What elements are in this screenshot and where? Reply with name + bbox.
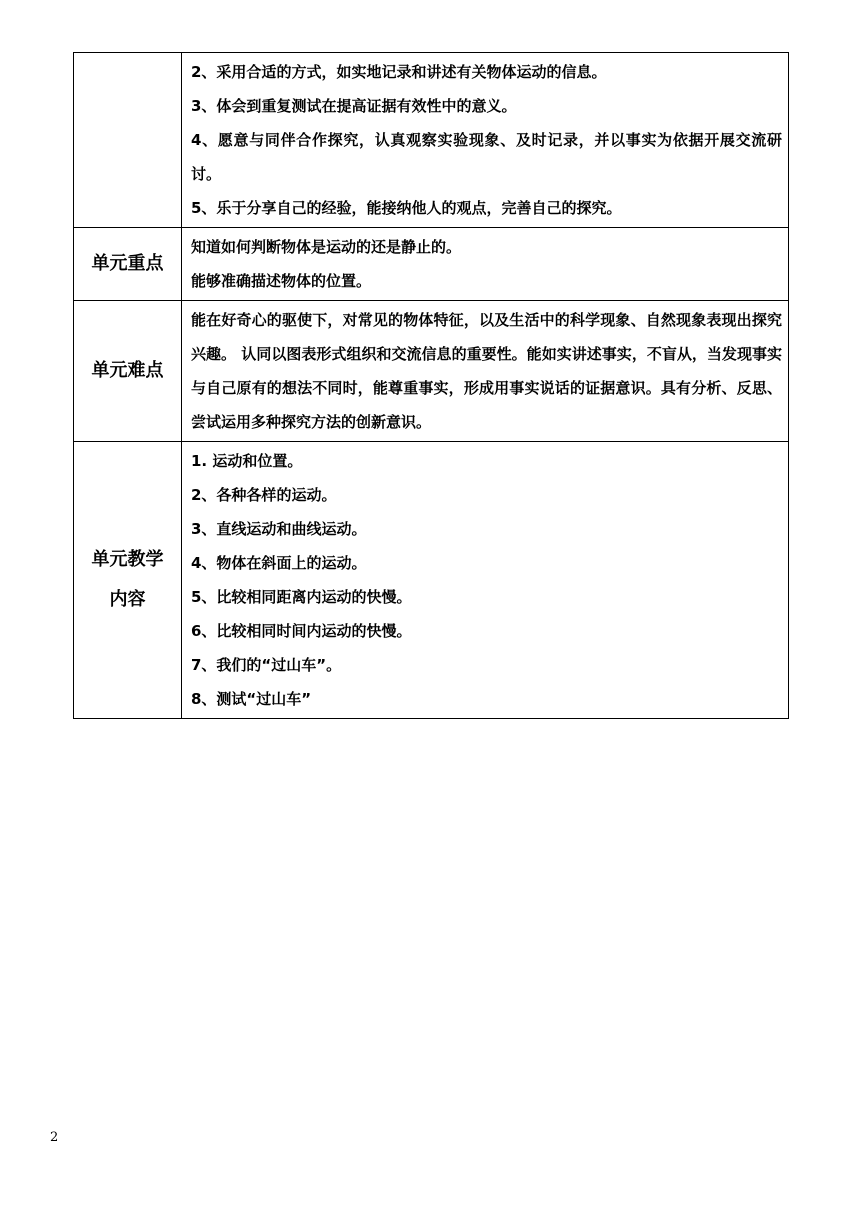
row-label-key-points: 单元重点 <box>74 228 182 301</box>
lesson-item: 2、各种各样的运动。 <box>191 486 337 504</box>
lesson-item: 5、比较相同距离内运动的快慢。 <box>191 588 412 606</box>
row-label-line: 内容 <box>109 589 146 610</box>
row-label-line: 单元教学 <box>91 549 164 570</box>
objective-item: 4、愿意与同伴合作探究，认真观察实验现象、及时记录，并以事实为依据开展交流研讨。 <box>191 131 782 183</box>
unit-plan-table <box>73 52 789 719</box>
table-row-objectives <box>74 53 789 228</box>
table-row-key-points <box>74 228 789 301</box>
lesson-item: 6、比较相同时间内运动的快慢。 <box>191 622 412 640</box>
objective-item: 2、采用合适的方式，如实地记录和讲述有关物体运动的信息。 <box>191 63 607 81</box>
objective-item: 5、乐于分享自己的经验，能接纳他人的观点，完善自己的探究。 <box>191 199 622 217</box>
lesson-item: 3、直线运动和曲线运动。 <box>191 520 367 538</box>
row-label-empty <box>74 53 182 228</box>
objective-item: 3、体会到重复测试在提高证据有效性中的意义。 <box>191 97 517 115</box>
key-points-content <box>182 228 789 301</box>
teaching-content-list <box>182 442 789 719</box>
row-label-difficulties: 单元难点 <box>74 301 182 442</box>
lesson-item: 4、物体在斜面上的运动。 <box>191 554 367 572</box>
difficulty-paragraph: 能在好奇心的驱使下，对常见的物体特征，以及生活中的科学现象、自然现象表现出探究兴趣。 认同以图表形式组织和交流信息的重要性。能如实讲述事实，不盲从，当发现事实与自己原有的想法不同时，能尊重事实，形成用事实说话的证据意识。具有分析、反思、尝试运用多种探究方法的创新意识。 <box>191 311 782 431</box>
key-point-item: 能够准确描述物体的位置。 <box>191 272 372 290</box>
key-point-item: 知道如何判断物体是运动的还是静止的。 <box>191 238 462 256</box>
objectives-content <box>182 53 789 228</box>
table-row-difficulties <box>74 301 789 442</box>
table-row-teaching-content <box>74 442 789 719</box>
lesson-item: 7、我们的“过山车”。 <box>191 656 342 674</box>
lesson-item: 8、测试“过山车” <box>191 690 312 708</box>
page-number: 2 <box>50 1130 59 1145</box>
row-label-teaching-content <box>74 442 182 719</box>
difficulties-content <box>182 301 789 442</box>
lesson-item: 1. 运动和位置。 <box>191 452 303 470</box>
